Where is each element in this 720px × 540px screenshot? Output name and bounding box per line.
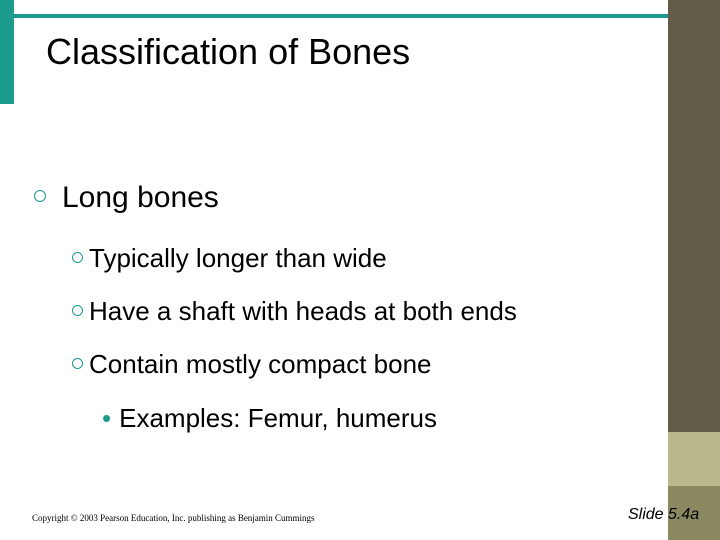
- left-accent-bar: [0, 0, 14, 104]
- bullet-typically-longer: [72, 243, 387, 274]
- right-accent-block-light: [668, 432, 720, 486]
- bullet-long-bones: [34, 181, 219, 215]
- bullet-have-shaft-text: Have a shaft with heads at both ends: [89, 296, 517, 326]
- slide-number: Slide 5.4a: [628, 506, 700, 523]
- title-underline: [14, 14, 668, 18]
- bullet-typically-longer-text: Typically longer than wide: [89, 243, 387, 273]
- slide-title: Classification of Bones: [46, 31, 411, 72]
- bullet-contain-compact: [72, 349, 432, 380]
- filled-dot-bullet-icon: •: [102, 403, 112, 433]
- bullet-examples-text: Examples: Femur, humerus: [119, 403, 437, 433]
- copyright-footer: Copyright © 2003 Pearson Education, Inc. publishing as Benjamin Cummings: [32, 513, 315, 523]
- bullet-examples: [102, 403, 437, 434]
- bullet-have-shaft: [72, 296, 517, 327]
- outlined-circle-bullet-icon: [72, 252, 83, 263]
- outlined-circle-bullet-icon: [34, 190, 46, 202]
- bullet-long-bones-text: Long bones: [62, 181, 219, 214]
- outlined-circle-bullet-icon: [72, 305, 83, 316]
- bullet-contain-compact-text: Contain mostly compact bone: [89, 349, 432, 379]
- outlined-circle-bullet-icon: [72, 358, 83, 369]
